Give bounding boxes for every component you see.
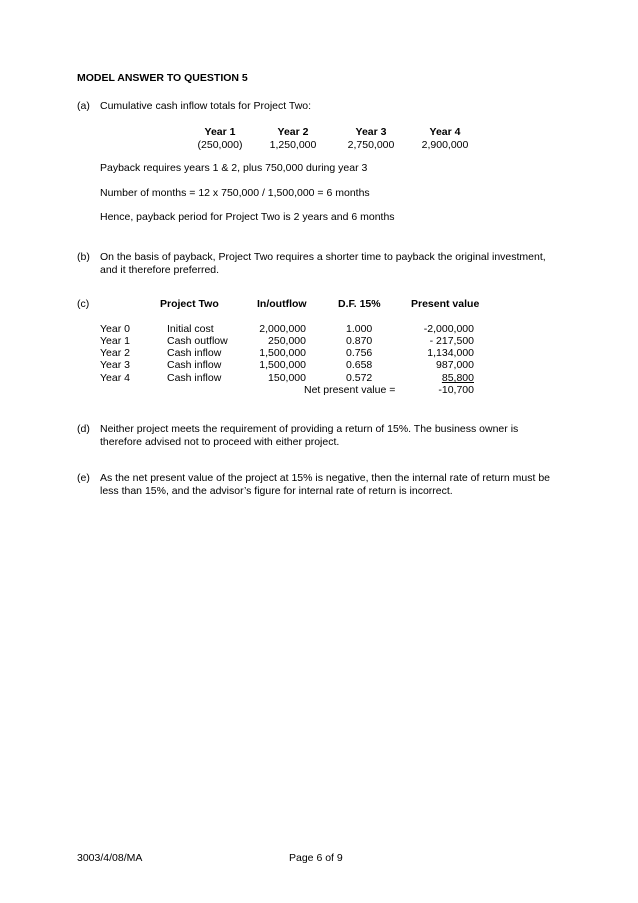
row-0-flow: 2,000,000 bbox=[259, 323, 306, 335]
row-0-pv: -2,000,000 bbox=[423, 323, 474, 335]
row-1-df: 0.870 bbox=[346, 335, 373, 347]
row-0-df: 1.000 bbox=[346, 323, 373, 335]
year-3-total: 2,750,000 bbox=[347, 139, 395, 151]
year-3-header: Year 3 bbox=[355, 126, 387, 138]
row-2-df: 0.756 bbox=[346, 347, 373, 359]
row-1-flow: 250,000 bbox=[268, 335, 306, 347]
project-two-header: Project Two bbox=[160, 298, 219, 310]
row-3-item: Cash inflow bbox=[167, 359, 222, 371]
row-3-flow: 1,500,000 bbox=[259, 359, 306, 371]
row-1-pv: - 217,500 bbox=[429, 335, 474, 347]
inoutflow-header: In/outflow bbox=[257, 298, 307, 310]
part-b-label: (b) bbox=[77, 251, 90, 263]
row-1-year: Year 1 bbox=[100, 335, 130, 347]
year-4-header: Year 4 bbox=[429, 126, 461, 138]
row-2-flow: 1,500,000 bbox=[259, 347, 306, 359]
part-a-payback-line: Payback requires years 1 & 2, plus 750,000 during year 3 bbox=[100, 162, 368, 174]
part-e-line-2: less than 15%, and the advisor’s figure for internal rate of return is incorrect. bbox=[100, 485, 453, 497]
part-d-label: (d) bbox=[77, 423, 90, 435]
row-3-year: Year 3 bbox=[100, 359, 130, 371]
year-2-total: 1,250,000 bbox=[269, 139, 317, 151]
present-value-header: Present value bbox=[411, 298, 480, 310]
part-a-conclusion-line: Hence, payback period for Project Two is 2 years and 6 months bbox=[100, 211, 395, 223]
part-b-line-2: and it therefore preferred. bbox=[100, 264, 220, 276]
npv-label: Net present value = bbox=[304, 384, 396, 396]
row-4-pv: 85,800 bbox=[441, 372, 474, 384]
part-e-line-1: As the net present value of the project at 15% is negative, then the internal rate of return must be bbox=[100, 472, 551, 484]
npv-value: -10,700 bbox=[438, 384, 474, 396]
part-d-line-2: therefore advised not to proceed with either project. bbox=[100, 436, 340, 448]
part-e-label: (e) bbox=[77, 472, 90, 484]
part-a-label: (a) bbox=[77, 100, 90, 112]
year-1-total: (250,000) bbox=[197, 139, 243, 151]
row-0-item: Initial cost bbox=[167, 323, 214, 335]
row-2-pv: 1,134,000 bbox=[427, 347, 474, 359]
row-3-df: 0.658 bbox=[346, 359, 373, 371]
row-3-pv: 987,000 bbox=[436, 359, 474, 371]
footer-page-number: Page 6 of 9 bbox=[289, 852, 343, 864]
row-0-year: Year 0 bbox=[100, 323, 130, 335]
row-2-item: Cash inflow bbox=[167, 347, 222, 359]
row-2-year: Year 2 bbox=[100, 347, 130, 359]
year-1-header: Year 1 bbox=[204, 126, 236, 138]
df-header: D.F. 15% bbox=[338, 298, 381, 310]
part-c-label: (c) bbox=[77, 298, 90, 310]
part-b-line-1: On the basis of payback, Project Two requires a shorter time to payback the original investment, bbox=[100, 251, 546, 263]
row-1-item: Cash outflow bbox=[167, 335, 228, 347]
year-2-header: Year 2 bbox=[277, 126, 309, 138]
row-4-df: 0.572 bbox=[346, 372, 373, 384]
part-d-line-1: Neither project meets the requirement of providing a return of 15%. The business owner is bbox=[100, 423, 519, 435]
row-4-item: Cash inflow bbox=[167, 372, 222, 384]
year-4-total: 2,900,000 bbox=[421, 139, 469, 151]
footer-code: 3003/4/08/MA bbox=[77, 852, 143, 864]
row-4-flow: 150,000 bbox=[268, 372, 306, 384]
row-4-year: Year 4 bbox=[100, 372, 130, 384]
page-heading: MODEL ANSWER TO QUESTION 5 bbox=[77, 72, 248, 84]
part-a-intro: Cumulative cash inflow totals for Project Two: bbox=[100, 100, 312, 112]
part-a-months-line: Number of months = 12 x 750,000 / 1,500,000 = 6 months bbox=[100, 187, 370, 199]
